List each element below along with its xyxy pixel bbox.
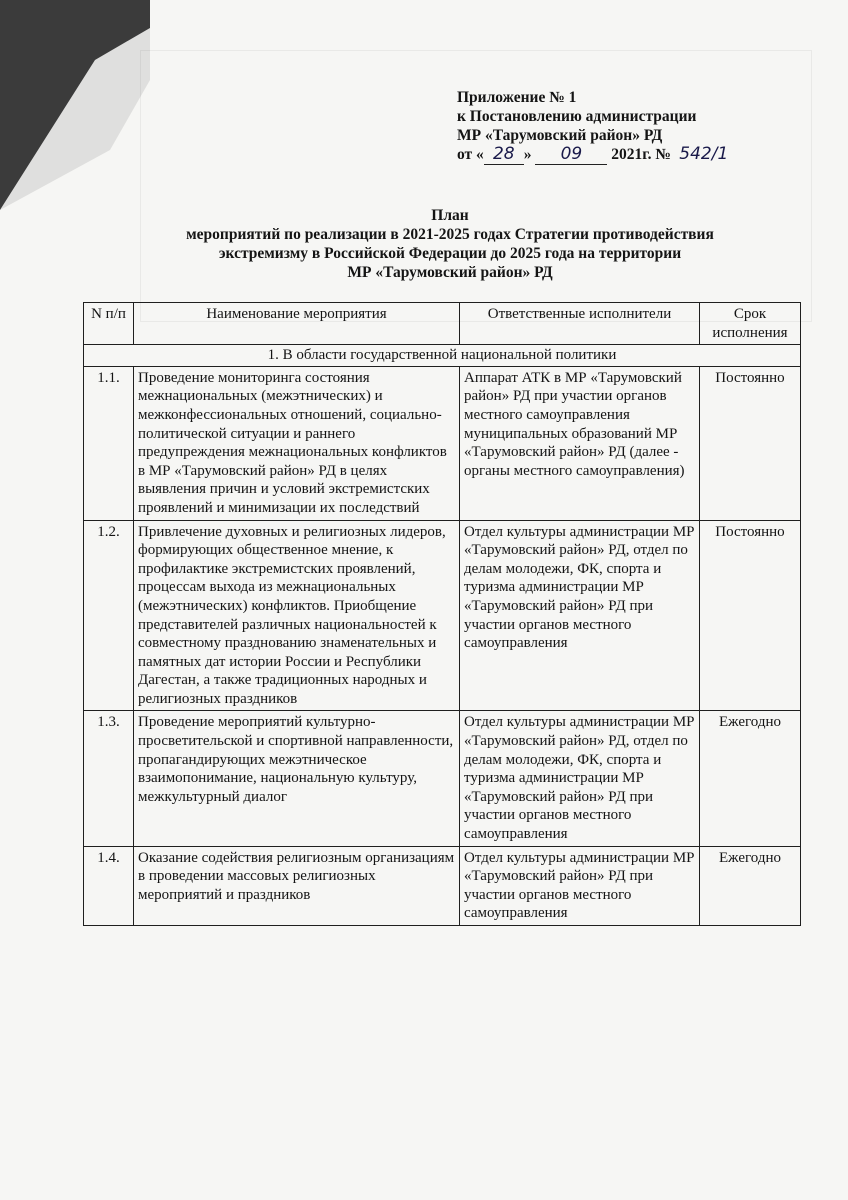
row-name: Проведение мониторинга состояния межнациональных (межэтнических) и межконфессиональных отношений, социально-политической ситуации и раннего предупреждения межнациональных конфликтов в МР «Тарумовский район» РД в целях выявления причин и условий экстремистских проявлений и минимизации их последствий xyxy=(134,366,460,520)
section-title: 1. В области государственной национальной политики xyxy=(84,345,801,367)
row-num: 1.3. xyxy=(84,711,134,846)
table-row xyxy=(84,366,801,520)
document-number-handwritten: 542/1 xyxy=(679,144,729,164)
row-responsible: Аппарат АТК в МР «Тарумовский район» РД при участии органов местного самоуправления муниципальных образований МР «Тарумовский район» РД (далее - органы местного самоуправления) xyxy=(460,366,700,520)
header-term: Срок исполнения xyxy=(700,303,801,345)
row-term: Постоянно xyxy=(700,520,801,711)
plan-heading xyxy=(90,206,810,282)
row-name: Оказание содействия религиозным организациям в проведении массовых религиозных мероприятий и праздников xyxy=(134,846,460,925)
row-term: Постоянно xyxy=(700,366,801,520)
section-row xyxy=(84,345,801,367)
measures-table xyxy=(83,302,801,926)
appendix-title: Приложение № 1 xyxy=(457,89,577,106)
plan-title: План xyxy=(431,207,469,224)
plan-subtitle-2: экстремизму в Российской Федерации до 2025 года на территории xyxy=(218,245,682,262)
plan-subtitle-3: МР «Тарумовский район» РД xyxy=(347,264,553,281)
row-responsible: Отдел культуры администрации МР «Тарумовский район» РД, отдел по делам молодежи, ФК, спорта и туризма администрации МР «Тарумовский район» РД при участии органов местного самоуправления xyxy=(460,711,700,846)
date-year: 2021г. xyxy=(611,146,652,163)
header-responsible: Ответственные исполнители xyxy=(460,303,700,345)
appendix-header xyxy=(457,88,733,165)
date-sep: » xyxy=(523,146,532,163)
plan-subtitle-1: мероприятий по реализации в 2021-2025 годах Стратегии противодействия xyxy=(186,226,714,243)
row-name: Привлечение духовных и религиозных лидеров, формирующих общественное мнение, к профилактике экстремистских проявлений, процессам выхода из межнациональных (межэтнических) конфликтов. Приобщение представителей различных национальностей к совместному празднованию знаменательных и памятных дат истории России и Республики Дагестан, а также традиционных народных и религиозных праздников xyxy=(134,520,460,711)
appendix-date-line xyxy=(457,145,733,165)
date-day-handwritten: 28 xyxy=(484,145,524,165)
table-header-row xyxy=(84,303,801,345)
row-num: 1.1. xyxy=(84,366,134,520)
table-row xyxy=(84,520,801,711)
date-month-handwritten: 09 xyxy=(535,145,607,165)
row-num: 1.2. xyxy=(84,520,134,711)
scan-corner-shadow xyxy=(0,0,150,210)
row-term: Ежегодно xyxy=(700,846,801,925)
table-row xyxy=(84,711,801,846)
date-prefix: от « xyxy=(457,146,484,163)
row-responsible: Отдел культуры администрации МР «Тарумовский район» РД при участии органов местного самоуправления xyxy=(460,846,700,925)
number-label: № xyxy=(655,146,671,163)
row-responsible: Отдел культуры администрации МР «Тарумовский район» РД, отдел по делам молодежи, ФК, спорта и туризма администрации МР «Тарумовский район» РД при участии органов местного самоуправления xyxy=(460,520,700,711)
row-num: 1.4. xyxy=(84,846,134,925)
table-row xyxy=(84,846,801,925)
header-name: Наименование мероприятия xyxy=(134,303,460,345)
header-num: N п/п xyxy=(84,303,134,345)
appendix-line-2: к Постановлению администрации xyxy=(457,108,697,125)
appendix-line-3: МР «Тарумовский район» РД xyxy=(457,127,663,144)
row-name: Проведение мероприятий культурно-просветительской и спортивной направленности, пропагандирующих межэтническое взаимопонимание, национальную культуру, межкультурный диалог xyxy=(134,711,460,846)
row-term: Ежегодно xyxy=(700,711,801,846)
